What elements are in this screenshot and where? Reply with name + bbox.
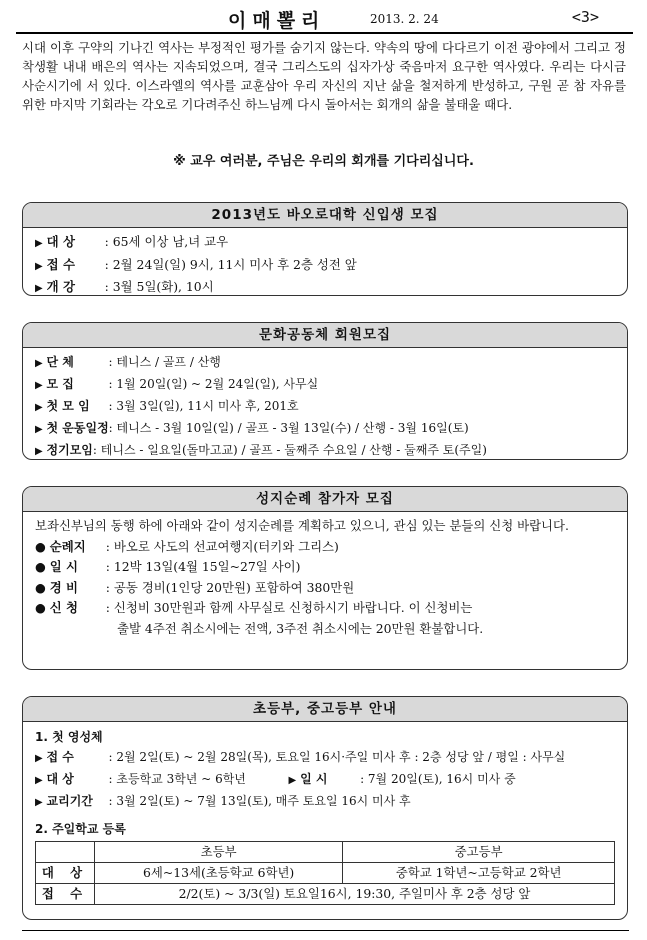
table-corner: [36, 842, 95, 863]
row-label: 모 집: [46, 377, 74, 391]
table-cell: 2/2(토) ~ 3/3(일) 토요일16시, 19:30, 주일미사 후 2층 성당 앞: [95, 884, 615, 905]
dot-bullet-icon: ●: [35, 600, 46, 615]
school-section: [22, 696, 628, 920]
row-label: 첫 운동일정: [46, 421, 109, 435]
triangle-bullet-icon: ▶: [35, 446, 43, 457]
culture-row: [35, 396, 617, 418]
row-label: 정기모임: [46, 443, 93, 457]
row-value: : 65세 이상 남,녀 교우: [104, 234, 229, 249]
college-title: 2013년도 바오로대학 신입생 모집: [23, 203, 627, 228]
culture-row: [35, 418, 617, 440]
pilgrimage-section: [22, 486, 628, 670]
intro-text: 시대 이후 구약의 기나긴 역사는 부정적인 평가를 숨기지 않는다. 약속의 땅에 다다르기 이전 광야에서 그리고 정착생활 내내 배은의 역사는 지속되었으며, 결국 그리스도의 십자가상 죽음마저 요구한 역사였다. 우리는 다시금 사순시기에 서 있다. 이스라엘의 역사를 교훈삼아 우리 자신의 지난 삶을 철저하게 반성하고, 구원 곧 참 자유를 위한 마지막 기회라는 각오로 기다려주신 하느님께 다시 돌아서는 회개의 삶을 불태울 때다.: [22, 40, 626, 112]
college-row: [35, 232, 617, 255]
row-value: : 1월 20일(일) ~ 2월 24일(일), 사무실: [108, 377, 319, 391]
triangle-bullet-icon: ▶: [35, 424, 43, 435]
registration-table: [35, 841, 615, 905]
row-label: 대 상: [46, 234, 75, 249]
pilgrimage-lead: 보좌신부님의 동행 하에 아래와 같이 성지순례를 계획하고 있으니, 관심 있는 분들의 신청 바랍니다.: [35, 518, 569, 533]
row-label: 접 수: [46, 750, 74, 764]
row-label: 교리기간: [46, 794, 93, 808]
row-value: : 테니스 - 3월 10일(일) / 골프 - 3월 13일(수) / 산행 - 3월 16일(토): [108, 421, 469, 435]
pilgrimage-title: 성지순례 참가자 모집: [23, 487, 627, 512]
school-row: [35, 769, 617, 791]
row-value: : 2월 24일(일) 9시, 11시 미사 후 2층 성전 앞: [104, 256, 357, 272]
row-value: : 3월 3일(일), 11시 미사 후, 201호: [108, 399, 299, 413]
college-row: [35, 277, 617, 300]
row-label: 순례지: [49, 538, 86, 554]
page-header: [16, 6, 633, 34]
culture-title: 문화공동체 회원모집: [23, 323, 627, 348]
footer-rule: [22, 930, 629, 931]
pilgrimage-row: [35, 557, 617, 578]
triangle-bullet-icon: ▶: [35, 402, 43, 413]
row-header: 접 수: [36, 884, 95, 905]
table-cell: 중학교 1학년~고등학교 2학년: [343, 863, 615, 884]
row-label: 신 청: [49, 600, 79, 615]
triangle-bullet-icon: ▶: [35, 753, 43, 764]
triangle-bullet-icon: ▶: [35, 797, 43, 808]
row-label: 접 수: [46, 256, 75, 272]
table-row: [36, 863, 615, 884]
row-label: 대 상: [46, 772, 74, 786]
row-value: : 7월 20일(토), 16시 미사 중: [360, 772, 516, 786]
issue-date: 2013. 2. 24: [370, 12, 439, 26]
row-label: 일 시: [49, 559, 79, 574]
triangle-bullet-icon: ▶: [288, 775, 297, 786]
row-label: 경 비: [49, 579, 79, 595]
row-value: : 12박 13일(4월 15일~27일 사이): [105, 559, 301, 574]
callout-text: ※ 교우 여러분, 주님은 우리의 회개를 기다리십니다.: [173, 154, 474, 169]
row-value: : 테니스 / 골프 / 산행: [108, 355, 221, 369]
first-communion-heading: 1. 첫 영성체: [35, 730, 103, 744]
dot-bullet-icon: ●: [35, 538, 46, 554]
culture-row: [35, 440, 617, 462]
table-header: 초등부: [95, 842, 343, 863]
college-section: [22, 202, 628, 296]
row-label: 일 시: [300, 772, 328, 786]
row-value: : 바오로 사도의 선교여행지(터키와 그리스): [105, 538, 339, 554]
row-label: 첫 모 임: [46, 399, 90, 413]
culture-row: [35, 352, 617, 374]
sunday-school-heading: 2. 주일학교 등록: [35, 822, 126, 836]
table-header: 중고등부: [343, 842, 615, 863]
intro-paragraph: [22, 38, 626, 114]
row-label: 단 체: [46, 355, 74, 369]
row-value: : 테니스 - 일요일(돌마고교) / 골프 - 둘째주 수요일 / 산행 - 둘째주 토(주일): [92, 443, 487, 457]
triangle-bullet-icon: ▶: [35, 260, 43, 272]
culture-row: [35, 374, 617, 396]
pilgrimage-row: [35, 598, 617, 619]
row-value: : 공동 경비(1인당 20만원) 포함하여 380만원: [105, 579, 355, 595]
triangle-bullet-icon: ▶: [35, 283, 43, 294]
dot-bullet-icon: ●: [35, 579, 46, 595]
page-number: <3>: [571, 8, 599, 26]
row-value: : 2월 2일(토) ~ 2월 28일(목), 토요일 16시·주일 미사 후 : 2층 성당 앞 / 평일 : 사무실: [108, 750, 566, 764]
school-title: 초등부, 중고등부 안내: [23, 697, 627, 722]
pilgrimage-row: [35, 578, 617, 599]
triangle-bullet-icon: ▶: [35, 358, 43, 369]
pilgrimage-continuation: 출발 4주전 취소시에는 전액, 3주전 취소시에는 20만원 환불합니다.: [117, 620, 484, 636]
row-header: 대 상: [36, 863, 95, 884]
row-value: : 초등학교 3학년 ~ 6학년: [108, 772, 246, 786]
school-row: [35, 747, 617, 769]
row-value: : 3월 2일(토) ~ 7월 13일(토), 매주 토요일 16시 미사 후: [108, 794, 411, 808]
row-value: : 3월 5일(화), 10시: [104, 279, 214, 294]
triangle-bullet-icon: ▶: [35, 380, 43, 391]
dot-bullet-icon: ●: [35, 559, 46, 574]
row-label: 개 강: [46, 279, 75, 294]
table-cell: 6세~13세(초등학교 6학년): [95, 863, 343, 884]
bulletin-title: 이매뽈리: [228, 10, 326, 32]
triangle-bullet-icon: ▶: [35, 775, 43, 786]
college-row: [35, 255, 617, 278]
school-row: [35, 791, 617, 813]
triangle-bullet-icon: ▶: [35, 238, 43, 249]
row-value: : 신청비 30만원과 함께 사무실로 신청하시기 바랍니다. 이 신청비는: [105, 600, 473, 615]
pilgrimage-row: [35, 537, 617, 558]
culture-section: [22, 322, 628, 460]
table-row: [36, 884, 615, 905]
